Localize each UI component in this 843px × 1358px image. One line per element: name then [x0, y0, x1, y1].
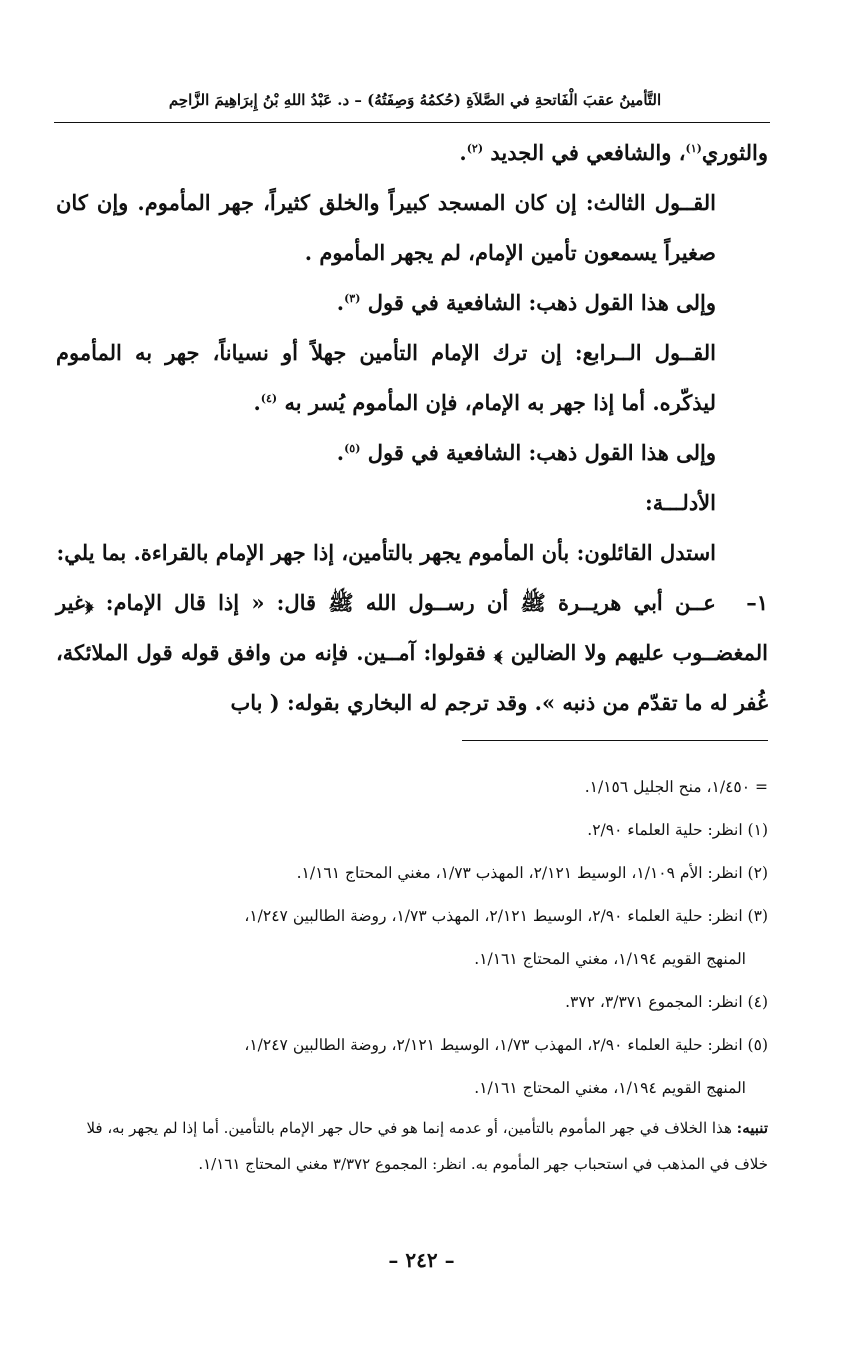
evidence-item-1: ١– عــن أبي هريــرة ﷺ أن رســول الله ﷺ قال: « إذا قال الإمام: ﴿غير المغضــوب عليهم ولا الضالين ﴾ فقولوا: آمــين. فإنه من وافق قوله قول الملائكة، غُفر له ما تقدّم من ذنبه ». وقد ترجم له البخاري بقوله: ( باب: [56, 578, 768, 728]
header-divider: [54, 122, 770, 123]
footnote-5-continued: المنهج القويم ١/١٩٤، مغني المحتاج ١/١٦١.: [474, 1079, 746, 1097]
footnotes-section: [52, 766, 768, 1182]
fourth-opinion-attribution: وإلى هذا القول ذهب: الشافعية في قول $^{(٥)}$.: [336, 440, 716, 465]
footnote-note: تنبيه: هذا الخلاف في جهر المأموم بالتأمين، أو عدمه إنما هو في حال جهر الإمام بالتأمين. أما إذا لم يجهر به، فلا خلاف في المذهب في استحباب جهر المأموم به. انظر: المجموع ٣/٣٧٢ مغني المحتاج ١/١٦١.: [86, 1119, 768, 1173]
footnote-ref[interactable]: (١): [685, 142, 702, 155]
evidence-heading: الأدلـــة:: [644, 490, 716, 515]
third-opinion-paragraph: القــول الثالث: إن كان المسجد كبيراً والخلق كثيراً، جهر المأموم. وإن كان صغيراً يسمعون تأمين الإمام، لم يجهر المأموم .: [56, 190, 716, 265]
footnote-ref[interactable]: (٣): [344, 292, 361, 305]
footnote-ref[interactable]: (٢): [466, 142, 484, 155]
footnote-5: (٥) انظر: حلية العلماء ٢/٩٠، المهذب ١/٧٣، الوسيط ٢/١٢١، روضة الطالبين ١/٢٤٧،: [244, 1036, 768, 1054]
footnote-ref[interactable]: (٤): [260, 392, 278, 405]
footnote-4: (٤) انظر: المجموع ٣/٣٧١، ٣٧٢.: [565, 993, 768, 1011]
footnote-3: (٣) انظر: حلية العلماء ٢/٩٠، الوسيط ٢/١٢١، المهذب ١/٧٣، روضة الطالبين ١/٢٤٧،: [244, 907, 768, 925]
fourth-opinion-paragraph: القــول الــرابع: إن ترك الإمام التأمين جهلاً أو نسياناً، جهر به المأموم ليذكّره. أما إذا جهر به الإمام، فإن المأموم يُسر به $^{(٤)}$.: [56, 340, 716, 415]
evidence-intro: استدل القائلون: بأن المأموم يجهر بالتأمين، إذا جهر الإمام بالقراءة. بما يلي:: [56, 540, 716, 565]
third-opinion-attribution: وإلى هذا القول ذهب: الشافعية في قول $^{(٣)}$.: [336, 290, 716, 315]
footnote-divider: [462, 740, 768, 741]
footnote-ref[interactable]: (٥): [344, 442, 361, 455]
running-header: التَّأمينُ عقبَ الْفَاتحةِ في الصَّلاَةِ (حُكمُهُ وَصِفَتُهُ) – د. عَبْدُ اللهِ بْنُ إِبرَاهِيمَ الزَّاحِم: [168, 91, 662, 109]
item-number: ١–: [746, 590, 768, 615]
footnote-carryover: = ١/٤٥٠، منح الجليل ١/١٥٦.: [584, 778, 768, 796]
note-label: تنبيه:: [736, 1119, 768, 1137]
footnote-3-continued: المنهج القويم ١/١٩٤، مغني المحتاج ١/١٦١.: [474, 950, 746, 968]
paragraph-continuation: والثوري$^{(١)}$، والشافعي في الجديد $^{(٢)}$.: [459, 140, 768, 165]
footnote-2: (٢) انظر: الأم ١/١٠٩، الوسيط ٢/١٢١، المهذب ١/٧٣، مغني المحتاج ١/١٦١.: [296, 864, 768, 882]
footnote-1: (١) انظر: حلية العلماء ٢/٩٠.: [587, 821, 768, 839]
main-body: [56, 128, 768, 728]
page-number: – ٢٤٢ –: [388, 1248, 455, 1272]
